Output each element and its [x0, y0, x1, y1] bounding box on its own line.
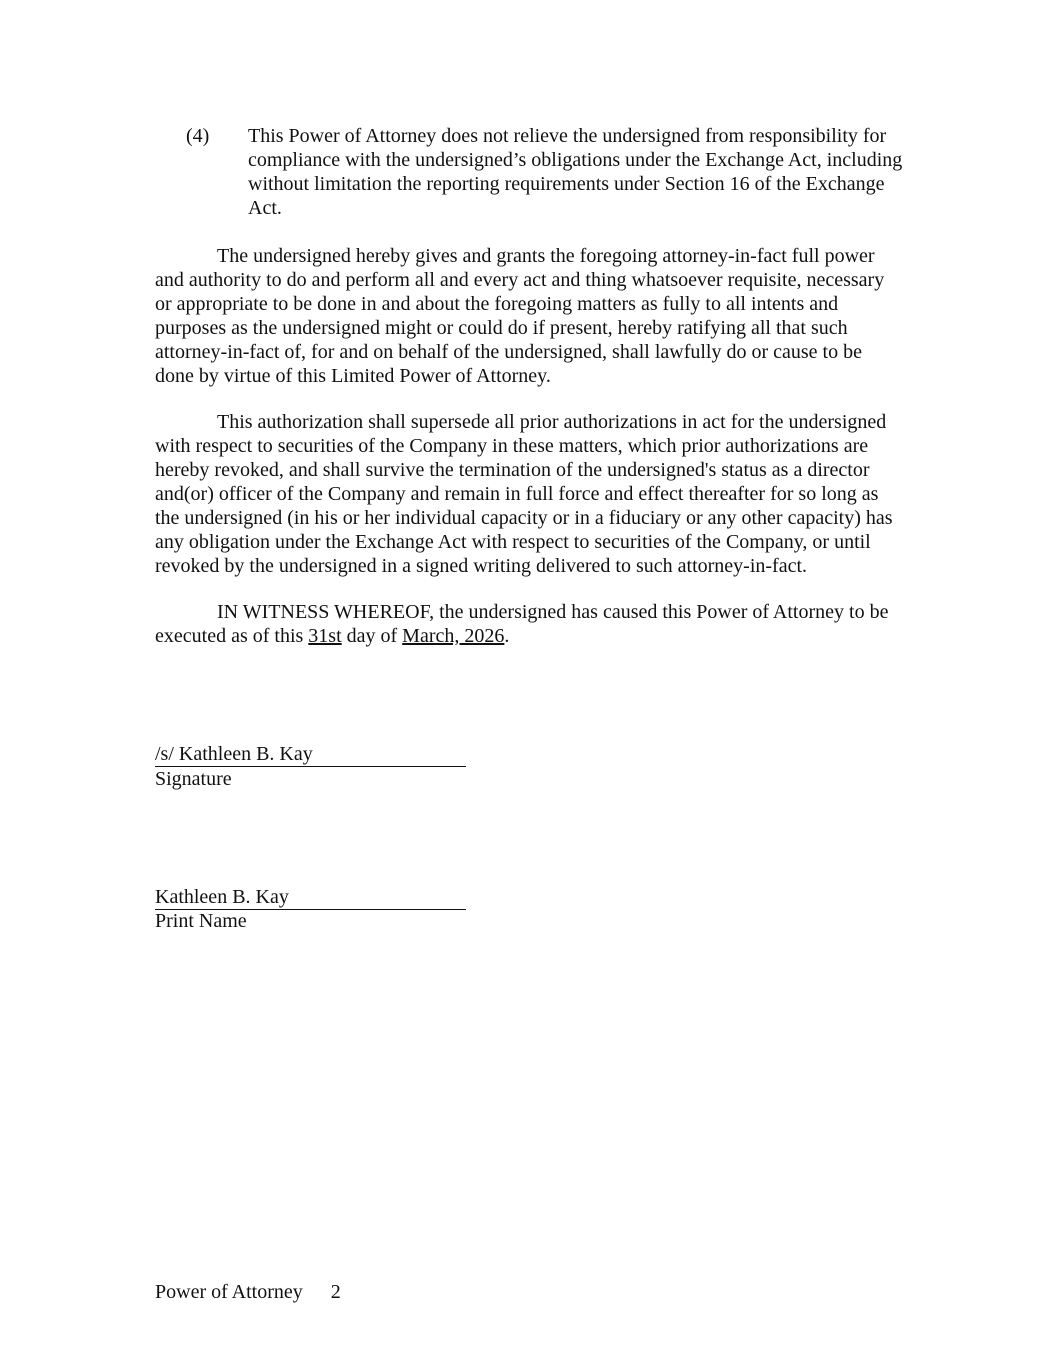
authorization-paragraph: This authorization shall supersede all prior authorizations in act for the undersigned with respect to securities of the Company in these matters, which prior authorizations are hereby revoked, and shall survive the termination of the undersigned's status as a director and(or) officer of the Company and remain in full force and effect thereafter for so long as the undersigned (in his or her individual capacity or in a fiduciary or any other capacity) has any obligation under the Exchange Act with respect to securities of the Company, or until revoked by the undersigned in a signed writing delivered to such attorney-in-fact.: [155, 411, 893, 577]
page-number: 2: [330, 1281, 341, 1303]
witness-text-before: IN WITNESS WHEREOF, the undersigned has caused this Power of Attorney to be executed as of this: [155, 601, 889, 647]
print-name-value: Kathleen B. Kay: [155, 886, 289, 908]
list-item-text: This Power of Attorney does not relieve the undersigned from responsibility for compliance with the undersigned’s obligations under the Exchange Act, including without limitation the reporting requirements under Section 16 of the Exchange Act.: [248, 125, 903, 219]
footer-title: Power of Attorney: [155, 1281, 303, 1303]
ratification-paragraph: The undersigned hereby gives and grants the foregoing attorney-in-fact full power and authority to do and perform all and every act and thing whatsoever requisite, necessary or appropriate to be done in and about the foregoing matters as fully to all intents and purposes as the undersigned might or could do if present, hereby ratifying all that such attorney-in-fact of, for and on behalf of the undersigned, shall lawfully do or cause to be done by virtue of this Limited Power of Attorney.: [155, 245, 885, 387]
print-name-line: [155, 885, 466, 910]
witness-text-middle: day of: [341, 625, 403, 647]
witness-paragraph: [155, 600, 905, 648]
witness-day: 31st: [308, 625, 342, 647]
signature-label: Signature: [155, 768, 232, 790]
witness-month-year: March, 2026: [402, 625, 505, 647]
print-name-label: Print Name: [155, 910, 247, 932]
list-item-number: (4): [186, 125, 210, 147]
signature-value: /s/ Kathleen B. Kay: [155, 743, 313, 765]
page-footer: [155, 1280, 341, 1304]
witness-text-after: .: [504, 625, 510, 647]
signature-line: [155, 742, 466, 767]
